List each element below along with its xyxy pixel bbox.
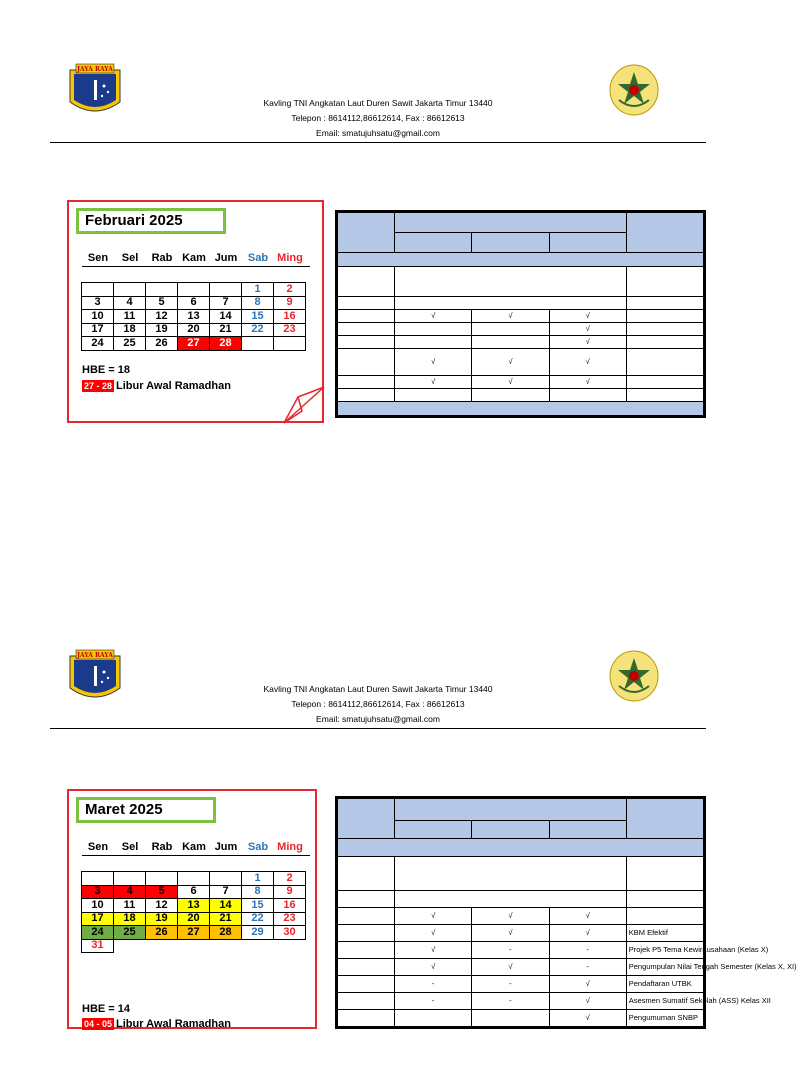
school-address: Kavling TNI Angkatan Laut Duren Sawit Jakarta Timur 13440 [263, 98, 493, 108]
day-cell: 7 [210, 885, 242, 899]
event-cell: 28 [210, 926, 242, 940]
calendar-card [67, 200, 324, 423]
day-cell: 12 [146, 310, 178, 324]
agenda-cell [626, 267, 703, 297]
day-cell [210, 283, 242, 297]
agenda-cell [626, 857, 703, 891]
agenda-check [395, 336, 472, 349]
event-cell: 18 [114, 912, 146, 926]
day-cell: 16 [274, 310, 306, 324]
agenda-band [338, 839, 704, 857]
day-cell [146, 939, 178, 953]
day-cell: 9 [274, 885, 306, 899]
day-cell: 10 [82, 310, 114, 324]
agenda-check: √ [549, 976, 626, 993]
day-cell: 23 [274, 912, 306, 926]
agenda-cell [395, 297, 627, 310]
agenda-check: √ [549, 310, 626, 323]
agenda-week-cell [338, 959, 395, 976]
holiday-cell: 4 [114, 885, 146, 899]
agenda-week-cell [338, 1010, 395, 1027]
agenda-check: √ [549, 376, 626, 389]
legend-text: Libur Awal Ramadhan [116, 1018, 231, 1030]
agenda-check [472, 1010, 549, 1027]
agenda-header-cell [395, 213, 627, 233]
weekday-label: Sen [87, 841, 109, 853]
agenda-check: - [395, 976, 472, 993]
event-cell: 20 [178, 912, 210, 926]
legend-range: 27 - 28 [84, 381, 113, 391]
calendar-page-maret [0, 586, 797, 1086]
calendar-page-februari [0, 0, 768, 500]
day-cell: 6 [178, 885, 210, 899]
day-cell: 1 [242, 872, 274, 886]
month-title: Februari 2025 [76, 208, 226, 234]
agenda-week-cell [338, 323, 395, 336]
holiday-cell: 27 [178, 337, 210, 351]
day-cell [178, 283, 210, 297]
hbe-count: HBE = 18 [82, 364, 130, 376]
weekday-label: Ming [277, 841, 303, 853]
agenda-week-cell [338, 993, 395, 1010]
day-cell [114, 939, 146, 953]
day-cell: 12 [146, 899, 178, 913]
event-cell: 17 [82, 912, 114, 926]
agenda-cell [395, 891, 627, 908]
agenda-activity: Pendaftaran UTBK [626, 976, 703, 993]
weekday-label: Sab [247, 841, 269, 853]
agenda-activity: Pengumpulan Nilai Tengah Semester (Kelas X, XI) [626, 959, 703, 976]
day-cell: 22 [242, 912, 274, 926]
weekday-label: Rab [151, 841, 173, 853]
agenda-check: √ [395, 310, 472, 323]
legend-range: 04 - 05 [84, 1019, 113, 1029]
day-cell: 15 [242, 899, 274, 913]
day-cell: 7 [210, 296, 242, 310]
agenda-week-cell [338, 336, 395, 349]
jaya-raya-logo [66, 648, 124, 704]
agenda-cell [626, 891, 703, 908]
day-cell: 16 [274, 899, 306, 913]
day-cell: 31 [82, 939, 114, 953]
day-cell: 30 [274, 926, 306, 940]
day-cell: 8 [242, 885, 274, 899]
agenda-header-cell [395, 821, 472, 839]
day-cell [146, 872, 178, 886]
agenda-check: - [472, 976, 549, 993]
day-cell: 6 [178, 296, 210, 310]
day-cell: 11 [114, 899, 146, 913]
agenda-check [395, 1010, 472, 1027]
agenda-check: √ [549, 925, 626, 942]
agenda-header-cell [338, 799, 395, 839]
event-cell: 13 [178, 899, 210, 913]
school-phone: Telepon : 8614112,86612614, Fax : 86612613 [291, 113, 465, 123]
agenda-week-cell [338, 925, 395, 942]
day-cell: 10 [82, 899, 114, 913]
agenda-activity [626, 376, 703, 389]
day-cell: 24 [82, 337, 114, 351]
agenda-check: √ [549, 349, 626, 376]
holiday-legend [82, 1018, 231, 1030]
agenda-check: √ [549, 908, 626, 925]
agenda-week-cell [338, 267, 395, 297]
agenda-check [472, 389, 549, 402]
agenda-header-cell [472, 233, 549, 253]
agenda-check: √ [472, 349, 549, 376]
header-divider [50, 728, 706, 729]
agenda-header-cell [549, 233, 626, 253]
day-cell [178, 939, 210, 953]
agenda-check: √ [549, 336, 626, 349]
agenda-check: √ [472, 908, 549, 925]
agenda-band [338, 402, 704, 416]
agenda-week-cell [338, 976, 395, 993]
day-cell [274, 337, 306, 351]
agenda-activity [626, 908, 703, 925]
weekday-divider [82, 266, 310, 267]
agenda-header-cell [338, 213, 395, 253]
holiday-cell: 5 [146, 885, 178, 899]
day-cell [274, 939, 306, 953]
school-address: Kavling TNI Angkatan Laut Duren Sawit Jakarta Timur 13440 [263, 684, 493, 694]
agenda-cell [395, 857, 627, 891]
agenda-activity [626, 323, 703, 336]
day-cell: 1 [242, 283, 274, 297]
calendar-grid [81, 871, 306, 953]
day-cell: 5 [146, 296, 178, 310]
agenda-week-cell [338, 349, 395, 376]
day-cell [210, 939, 242, 953]
agenda-week-cell [338, 297, 395, 310]
agenda-header-cell [626, 213, 703, 253]
svg-text:JAYA RAYA: JAYA RAYA [77, 652, 113, 659]
agenda-check: √ [395, 925, 472, 942]
agenda-check [395, 389, 472, 402]
agenda-check: - [549, 942, 626, 959]
weekday-label: Kam [182, 252, 206, 264]
weekday-header [82, 841, 310, 853]
agenda-activity [626, 389, 703, 402]
agenda-header-cell [626, 799, 703, 839]
agenda-check: √ [549, 993, 626, 1010]
day-cell [146, 283, 178, 297]
day-cell: 22 [242, 323, 274, 337]
day-cell: 29 [242, 926, 274, 940]
hbe-count: HBE = 14 [82, 1003, 130, 1015]
agenda-activity [626, 349, 703, 376]
day-cell [178, 872, 210, 886]
agenda-check: √ [549, 1010, 626, 1027]
holiday-cell: 28 [210, 337, 242, 351]
agenda-activity [626, 336, 703, 349]
weekday-label: Kam [182, 841, 206, 853]
agenda-activity [626, 310, 703, 323]
weekday-label: Jum [214, 841, 238, 853]
day-cell [114, 872, 146, 886]
day-cell: 4 [114, 296, 146, 310]
calendar-card [67, 789, 317, 1029]
agenda-check: √ [472, 310, 549, 323]
header-divider [50, 142, 706, 143]
day-cell: 20 [178, 323, 210, 337]
agenda-table [335, 210, 706, 418]
jaya-raya-logo [66, 62, 124, 118]
weekday-label: Rab [151, 252, 173, 264]
day-cell: 19 [146, 323, 178, 337]
day-cell: 26 [146, 337, 178, 351]
agenda-check: - [395, 993, 472, 1010]
month-title: Maret 2025 [76, 797, 216, 823]
weekday-label: Ming [277, 252, 303, 264]
holiday-legend [82, 380, 231, 392]
day-cell: 25 [114, 337, 146, 351]
agenda-header-cell [395, 233, 472, 253]
legend-text: Libur Awal Ramadhan [116, 380, 231, 392]
agenda-check: √ [549, 323, 626, 336]
agenda-band [338, 253, 704, 267]
agenda-header-cell [549, 821, 626, 839]
event-cell: 14 [210, 899, 242, 913]
school-phone: Telepon : 8614112,86612614, Fax : 86612613 [291, 699, 465, 709]
weekday-label: Sen [87, 252, 109, 264]
page-fold-corner [284, 387, 324, 423]
agenda-week-cell [338, 310, 395, 323]
day-cell: 8 [242, 296, 274, 310]
agenda-activity: Pengumuman SNBP [626, 1010, 703, 1027]
weekday-label: Sel [121, 252, 139, 264]
day-cell: 14 [210, 310, 242, 324]
agenda-check [472, 323, 549, 336]
agenda-check [395, 323, 472, 336]
agenda-week-cell [338, 891, 395, 908]
svg-text:JAYA RAYA: JAYA RAYA [77, 66, 113, 73]
day-cell: 2 [274, 283, 306, 297]
day-cell [82, 872, 114, 886]
agenda-check: √ [395, 942, 472, 959]
agenda-activity: Asesmen Sumatif Sekolah (ASS) Kelas XII [626, 993, 703, 1010]
agenda-activity: Projek P5 Tema Kewirausahaan (Kelas X) [626, 942, 703, 959]
agenda-cell [626, 297, 703, 310]
agenda-week-cell [338, 389, 395, 402]
event-cell: 25 [114, 926, 146, 940]
event-cell: 24 [82, 926, 114, 940]
day-cell [242, 337, 274, 351]
weekday-label: Sab [247, 252, 269, 264]
agenda-activity: KBM Efektif [626, 925, 703, 942]
agenda-check: - [472, 993, 549, 1010]
agenda-check: √ [472, 376, 549, 389]
agenda-week-cell [338, 908, 395, 925]
agenda-week-cell [338, 942, 395, 959]
agenda-check: - [472, 942, 549, 959]
agenda-check: √ [395, 376, 472, 389]
event-cell: 19 [146, 912, 178, 926]
agenda-week-cell [338, 376, 395, 389]
day-cell [210, 872, 242, 886]
school-email: Email: smatujuhsatu@gmail.com [316, 128, 440, 138]
agenda-check: - [549, 959, 626, 976]
event-cell: 21 [210, 912, 242, 926]
weekday-divider [82, 855, 310, 856]
agenda-check: √ [395, 908, 472, 925]
day-cell: 13 [178, 310, 210, 324]
weekday-label: Jum [214, 252, 238, 264]
event-cell: 26 [146, 926, 178, 940]
weekday-header [82, 252, 310, 264]
agenda-check: √ [472, 959, 549, 976]
day-cell: 2 [274, 872, 306, 886]
day-cell: 18 [114, 323, 146, 337]
agenda-header-cell [395, 799, 627, 821]
agenda-check [549, 389, 626, 402]
day-cell [242, 939, 274, 953]
agenda-check: √ [395, 959, 472, 976]
holiday-cell: 3 [82, 885, 114, 899]
school-email: Email: smatujuhsatu@gmail.com [316, 714, 440, 724]
day-cell [114, 283, 146, 297]
agenda-header-cell [472, 821, 549, 839]
day-cell [82, 283, 114, 297]
agenda-check: √ [395, 349, 472, 376]
day-cell: 21 [210, 323, 242, 337]
agenda-check [472, 336, 549, 349]
day-cell: 9 [274, 296, 306, 310]
day-cell: 15 [242, 310, 274, 324]
agenda-table [335, 796, 797, 1029]
calendar-grid [81, 282, 306, 351]
day-cell: 3 [82, 296, 114, 310]
weekday-label: Sel [121, 841, 139, 853]
agenda-check: √ [472, 925, 549, 942]
agenda-cell [395, 267, 627, 297]
event-cell: 27 [178, 926, 210, 940]
day-cell: 23 [274, 323, 306, 337]
day-cell: 17 [82, 323, 114, 337]
day-cell: 11 [114, 310, 146, 324]
agenda-week-cell [338, 857, 395, 891]
